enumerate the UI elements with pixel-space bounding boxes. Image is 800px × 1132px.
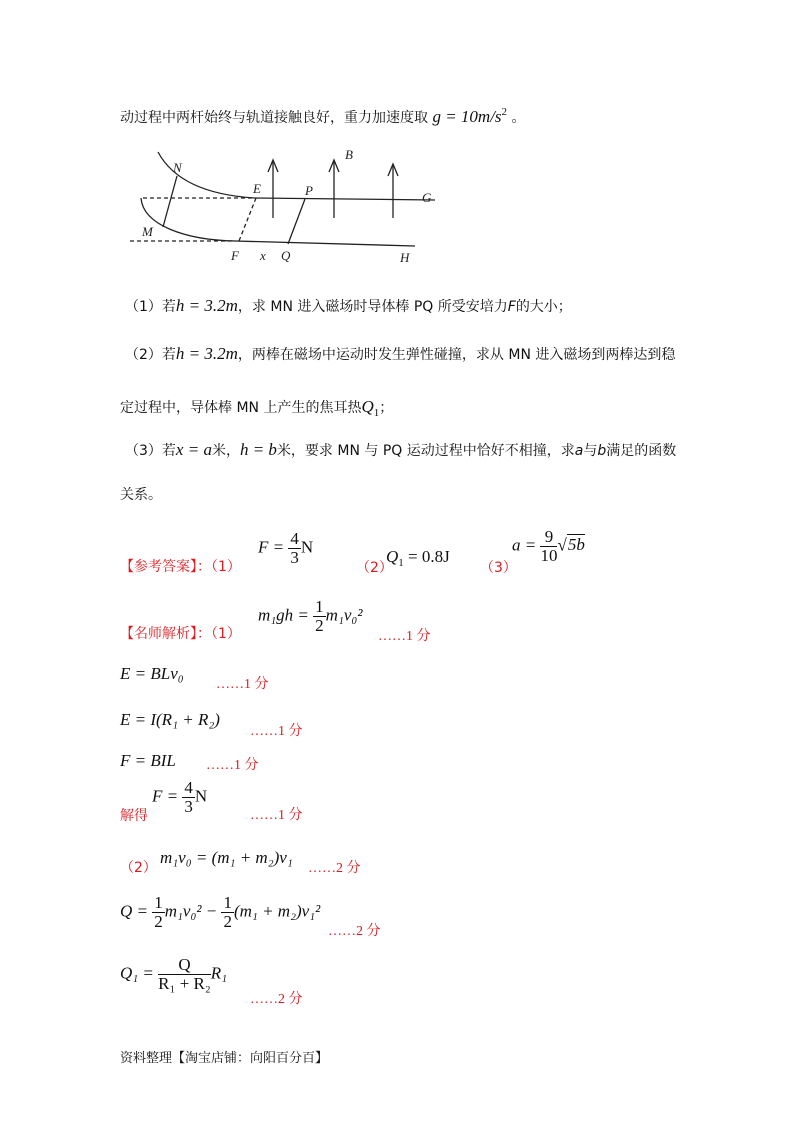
label-m: M: [142, 224, 153, 239]
part2-label: （2）: [120, 860, 157, 876]
question-1: （1）若h = 3.2m，求 MN 进入磁场时导体棒 PQ 所受安培力F的大小；: [125, 296, 572, 315]
question-2: （2）若h = 3.2m，两棒在磁场中运动时发生弹性碰撞，求从 MN 进入磁场到两棒达到稳: [125, 344, 676, 363]
label-f: F: [231, 248, 239, 263]
answer-1: F = $\frac{4}{3}$ N: [258, 529, 314, 567]
label-g: G: [422, 190, 432, 205]
solve-label: 解得: [120, 808, 148, 824]
question-3: （3）若x = a米，h = b米，要求 MN 与 PQ 运动过程中恰好不相撞，求a与b满足的函数: [125, 440, 677, 459]
score-1: ……1 分: [378, 629, 431, 644]
label-e: E: [253, 181, 261, 196]
footer-note: 资料整理【淘宝店铺：向阳百分百】: [120, 1051, 329, 1066]
q2-height: h = 3.2m: [175, 344, 238, 363]
rod-pq: [288, 199, 305, 244]
question-2-line2: 定过程中，导体棒 MN 上产生的焦耳热$Q_1$；: [120, 397, 394, 419]
score-4: ……1 分: [206, 758, 259, 773]
score-3: ……1 分: [250, 724, 303, 739]
answer-2-label: （2）: [356, 560, 393, 576]
label-n: N: [173, 160, 182, 175]
intro-text: 动过程中两杆始终与轨道接触良好，重力加速度取: [120, 110, 428, 126]
label-p: P: [305, 183, 313, 198]
answer-3-label: （3）: [480, 560, 517, 576]
answer-3: a = $\frac{9}{10}$ √5b: [512, 527, 585, 565]
score-5: ……1 分: [250, 808, 303, 823]
label-q: Q: [281, 248, 291, 263]
intro-end: 。: [511, 110, 526, 126]
rail-diagram: [125, 140, 445, 270]
equation-5: F = $\frac{4}{3}$ N: [152, 778, 208, 816]
score-7: ……2 分: [328, 924, 381, 939]
score-8: ……2 分: [250, 992, 303, 1007]
label-h: H: [400, 250, 410, 265]
equation-2: E = BLv₀: [120, 664, 184, 683]
label-x: x: [260, 248, 266, 263]
gravity-expr: $g = 10m/s^2$: [432, 106, 508, 126]
q2-heat-symbol: $Q_1$: [361, 397, 380, 419]
answer-2: $Q_1 = 0.8J$: [386, 547, 450, 569]
equation-1: m₁gh = $\frac{1}{2}$ m₁v₀²: [258, 597, 363, 635]
score-6: ……2 分: [308, 861, 361, 876]
q1-height: h = 3.2m: [175, 296, 238, 315]
equation-7: Q = $\frac{1}{2}$ m₁v₀² − $\frac{1}{2}$ (m₁ + m₂)v₁²: [120, 893, 321, 931]
equation-4: F = BIL: [120, 751, 176, 770]
intro-line: [120, 106, 526, 127]
answer-label: 【参考答案】：（1）: [120, 559, 241, 575]
rod-mn: [163, 176, 177, 227]
equation-3: E = I(R₁ + R₂): [120, 710, 220, 729]
lower-straight-rail: [235, 241, 415, 246]
equation-6: m₁v₀ = (m₁ + m₂)v₁: [160, 848, 293, 867]
equation-8: Q₁ = $\frac{Q}{\text{R₁ + R₂}}$ R₁: [120, 955, 228, 993]
upper-straight-rail: [255, 198, 435, 200]
question-3-line2: 关系。: [120, 487, 162, 503]
analysis-label: 【名师解析】：（1）: [120, 626, 241, 642]
boundary-ef: [239, 198, 256, 241]
label-b: B: [345, 147, 353, 162]
lower-curve-rail: [141, 198, 235, 241]
score-2: ……1 分: [216, 677, 269, 692]
